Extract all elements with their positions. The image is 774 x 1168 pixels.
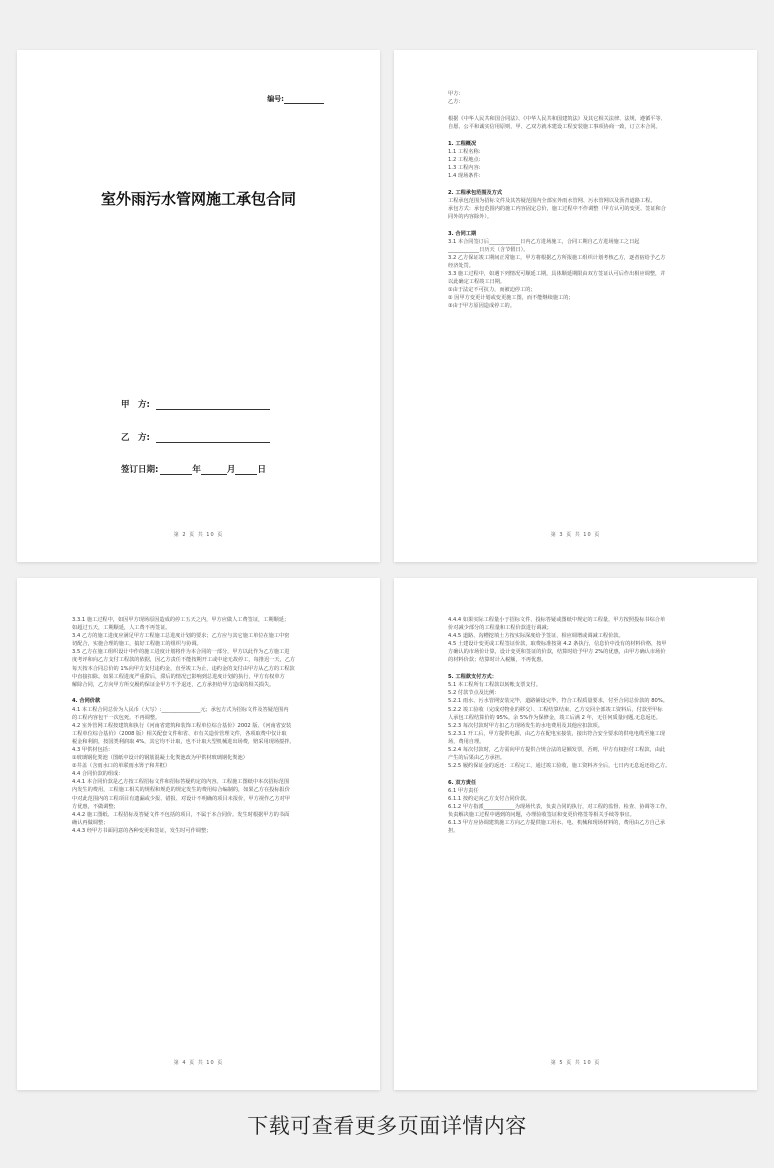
page-footer: 第 3 页 共 10 页 xyxy=(550,532,601,538)
text-line: ② 因甲方变更计划或变更施工图，而不能继续施工的； xyxy=(448,295,574,302)
party-a-line xyxy=(121,398,270,410)
text-line: 1.4 现场条件: xyxy=(448,172,481,179)
text-line: 5.2.2 竣工验收（完成对物业的移交）、工程结算结束、乙方交回全部竣工资料后，付款至甲标 xyxy=(448,706,663,713)
text-line: 产生的后果由乙方承担。 xyxy=(448,755,506,762)
text-line: 的材料价款；结算时计入税额，不再优惠。 xyxy=(448,657,547,664)
text-line: 4.4.3 经甲方书面同意的各种变更和签证，发生时可作调整； xyxy=(72,827,212,834)
text-line: 税金和利润，按国类利润取 4%，其它均不计取，也不计取大型机械进出场费，赔采用现场搅拌。 xyxy=(72,738,295,745)
text-line: 1.2 工程地点: xyxy=(448,156,481,163)
text-line: 方确认的市场价计算，设计变更和签证的价款，结算时给予甲方 2%的优惠，由甲方确认市场价 xyxy=(448,649,666,656)
text-line: 4.5 土建设计变更或工程签证价款，取费标准按第 4.2 条执行，信息价中没有的材料价格，按甲 xyxy=(448,641,667,648)
text-line: 场，费用自理。 xyxy=(448,738,485,745)
text-line: 确认再做调整； xyxy=(72,819,109,826)
text-line: 乙方: xyxy=(448,99,461,106)
download-caption: 下载可查看更多页面详情内容 xyxy=(247,1114,527,1138)
text-line: 5.2.3 每次付款时甲方扣乙方现场发生的水电费用及其他应扣款项。 xyxy=(448,722,603,729)
paragraph-gap xyxy=(448,221,711,230)
paragraph-gap xyxy=(448,131,711,140)
text-line: 解除合同，乙方向甲方所交履约保证金甲方不予退还，乙方承担给甲方造成的相关损失。 xyxy=(72,681,275,688)
text-line: 方优惠，不做调整； xyxy=(72,803,119,810)
text-line: 甲方: xyxy=(448,91,461,97)
paragraph-gap xyxy=(448,665,707,674)
party-b-line xyxy=(121,431,270,443)
text-line: 6.1.3 甲方应协调建筑施工方向乙方提供施工用水、电、机械和现场材料的，费用由乙方自己承 xyxy=(448,820,666,827)
text-line: 人承包工程结算价的 95%。余 5%作为保修金，竣工后满 2 年，无任何质量问题,无息返还。 xyxy=(448,714,661,721)
sign-date-line xyxy=(121,463,266,475)
page-footer: 第 5 页 共 10 页 xyxy=(550,1060,601,1066)
party-b-blank xyxy=(156,433,270,443)
text-line: 3.3.1 施工过程中，如因甲方现场原因造成的停工五天之内，甲方应做人工费签证，工期顺延； xyxy=(72,617,290,623)
text-line: 5.2.3.1 开工后，甲方提供电源，由乙方在配电室接装，接出符合安全要求的供电电缆至施工现 xyxy=(448,730,665,737)
text-line: 1. 工程概况 xyxy=(448,140,477,147)
text-line: ③由于甲方原因造成停工的。 xyxy=(448,303,515,310)
text-line: 5.2.5 履约保证金的返还：工程完工，通过竣工验收，施工资料齐全后，七日内无息返还给乙方。 xyxy=(448,763,671,770)
text-line: 4.4.4 如果实际工程量小于招标文件、投标答疑或图纸中规定的工程量，甲方按照投标书综合单 xyxy=(448,617,666,623)
text-line: 3. 合同工期 xyxy=(448,230,477,237)
sign-date-label: 签订日期: xyxy=(121,465,159,475)
text-line: 自愿、公平和诚实信用原则，甲、乙双方就本建设工程安装施工事项协商一致，订立本合同。 xyxy=(448,123,661,130)
contract-page-4 xyxy=(17,578,380,1090)
text-line: 工程承包范围为招标文件及其答疑范围内全部室外雨水管网、污水管网以及沥青道路工程。 xyxy=(448,197,656,204)
text-line: 5.1 本工程所有工程款以转帐支票支付。 xyxy=(448,682,541,689)
paragraph-gap xyxy=(448,106,711,115)
text-line: 负责解决施工过程中遇到的问题，办理验收签证和变更价格签等相关手续等事宜。 xyxy=(448,812,635,819)
text-line: 度考评和向乙方支付工程款的依据，因乙方责任不能按期开工或中途无故停工，每推迟一天，乙方 xyxy=(72,657,296,664)
month-label: 月 xyxy=(226,465,236,475)
page-body xyxy=(448,616,707,836)
paragraph-gap xyxy=(448,770,707,779)
text-line: 4.2 室外管网工程按建筑和执行《河南省建筑和装饰工程单位综合基价》2002 版、《河南省安装 xyxy=(72,722,292,729)
text-line: 4. 合同价款 xyxy=(72,698,101,705)
text-line: 4.4.1 本合同价款是乙方按工程招标文件和招标答疑约定的内容。工程施工图纸中本次招标范围 xyxy=(72,779,290,786)
text-line: 的工程内容包干一次包死，不再调整。 xyxy=(72,714,161,721)
party-a-blank xyxy=(156,400,270,410)
text-line: 3.1 本合同签订后____________日内乙方进场施工，合同工期自乙方进场施工之日起 xyxy=(448,238,640,245)
text-line: 经济处罚。 xyxy=(448,262,474,269)
month-blank xyxy=(201,465,227,475)
text-line: 根据《中华人民共和国合同法》、《中华人民共和国建筑法》及其它相关法律、法规，遵循平等、 xyxy=(448,115,666,122)
text-line: ②井盖（含雨水口的单联雨水箅子和井框） xyxy=(72,763,171,770)
text-line: ____________日历天（含节假日）。 xyxy=(448,246,529,253)
text-line: 5. 工程款支付方式： xyxy=(448,674,497,681)
text-line: 5.2 付款节点及比例： xyxy=(448,690,500,697)
text-line: 4.4.5 道路、沟槽挖填土方按实际深度给予签证，相应调增或调减工程价款。 xyxy=(448,633,624,640)
page-footer: 第 2 页 共 10 页 xyxy=(173,532,224,538)
text-line: 5.2.1 雨水、污水管网安装完毕，道路铺设完毕，符合工程质量要求，付至合同总价款的 80%。 xyxy=(448,698,668,705)
contract-page-5 xyxy=(394,578,757,1090)
year-label: 年 xyxy=(192,465,201,475)
contract-number-label: 编号: xyxy=(267,95,284,103)
text-line: 4.4.2 施工图纸、工程招标及答疑文件不包括的项目，不属于本合同价。发生时根据甲方的书面 xyxy=(72,811,290,818)
party-b-label: 乙 方: xyxy=(121,433,150,443)
text-line: 4.1 本工程合同总价为人民币（大写）:_______________元；承包方式为招标文件及答疑范围内 xyxy=(72,706,289,713)
text-line: 6.1.2 甲方指派____________为现场代表，负责合同的执行，对工程的监督、检查、协调等工作， xyxy=(448,804,671,811)
text-line: 3.5 乙方在施工组织设计中作的施工进度计划将作为本合同的一部分，甲方以此作为乙方施工进 xyxy=(72,649,290,656)
text-line: 内发生的费用，工程施工相关的规程和规范的规定发生的费用综合编制的，如果乙方在投标报价 xyxy=(72,787,290,794)
text-line: 承包方式：承包范围内的施工内容固定总价，施工过程中不作调整（甲方认可的变更、签证和合 xyxy=(448,205,666,212)
paragraph-gap xyxy=(448,180,711,189)
text-line: 同外的内容除外）。 xyxy=(448,213,493,220)
day-label: 日 xyxy=(257,465,266,475)
document-title: 室外雨污水管网施工承包合同 xyxy=(100,190,296,208)
text-line: 1.3 工程内容: xyxy=(448,164,481,171)
page-footer: 第 4 页 共 10 页 xyxy=(173,1060,224,1066)
contract-page-3 xyxy=(394,50,757,562)
text-line: 以此确定工程竣工日期。 xyxy=(448,279,506,286)
paragraph-gap xyxy=(72,689,330,698)
text-line: 3.4 乙方的施工进度应满足甲方工程施工总进度计划的要求；乙方应与其它施工单位在施工中密 xyxy=(72,633,290,640)
cover-page xyxy=(17,50,380,562)
text-line: 4.3 甲供材包括： xyxy=(72,747,114,753)
contract-number-blank xyxy=(284,96,324,104)
text-line: 3.3 施工过程中，如遇下列情况可顺延工期，具体顺延期限由双方签证认可后作出相应调整，并 xyxy=(448,271,666,278)
text-line: 2. 工程承包范围及方式 xyxy=(448,189,503,196)
page-body xyxy=(72,616,330,835)
text-line: 3.2 乙方保证竣工期间正常施工，甲方将根据乙方所报施工组织计划考核乙方，逐者宿给予乙方 xyxy=(448,254,666,261)
year-blank xyxy=(160,465,192,475)
text-line: 担。 xyxy=(448,828,459,835)
text-line: 6. 双方责任 xyxy=(448,779,477,786)
text-line: 4.4 合同价款的组成： xyxy=(72,771,124,778)
text-line: 5.2.4 每次付款时，乙方需向甲方提供合规合法的是额发票，否则，甲方有权拒付工程款，由此 xyxy=(448,747,666,753)
text-line: ①玻璃钢化粪池（图纸中设计的钢筋混凝土化粪池改为甲供材玻璃钢化粪池） xyxy=(72,755,248,762)
text-line: ①由于法定不可抗力，而被迫停工的； xyxy=(448,287,536,294)
text-line: 切配合，实施合理的施工，搞好工程施工的组织与协调。 xyxy=(72,641,202,648)
text-line: 中对此范围内的工程项目有遗漏或少报、错报、对设计不明确的项目未报价，甲方视作乙方对甲 xyxy=(72,795,290,802)
text-line: 每天按本合同总价的 1%向甲方支付违约金，直至竣工为止，违约金的支付由甲方从乙方的工程款 xyxy=(72,665,295,672)
text-line: 6.1.1 按约定向乙方支付合同价款。 xyxy=(448,796,531,803)
text-line: 如超过五天，工期顺延，人工费不再签证。 xyxy=(72,625,171,632)
text-line: 价对减少部分的工程量和工程价款进行调减； xyxy=(448,625,552,632)
day-blank xyxy=(235,465,257,475)
contract-number-line xyxy=(267,94,324,104)
text-line: 6.1 甲方责任 xyxy=(448,787,479,794)
party-a-label: 甲 方: xyxy=(121,400,150,410)
text-line: 中直接扣除。如果工程进度严重滞后，滞后的情况已影响到总进度计划的执行，甲方有权单方 xyxy=(72,673,285,680)
text-line: 1.1 工程名称: xyxy=(448,148,481,155)
page-body xyxy=(448,90,711,311)
text-line: 工程单位综合基价》（2008 版）相关配套文件和省、市有关造价管理文件，各项取费中仅计取 xyxy=(72,730,287,737)
